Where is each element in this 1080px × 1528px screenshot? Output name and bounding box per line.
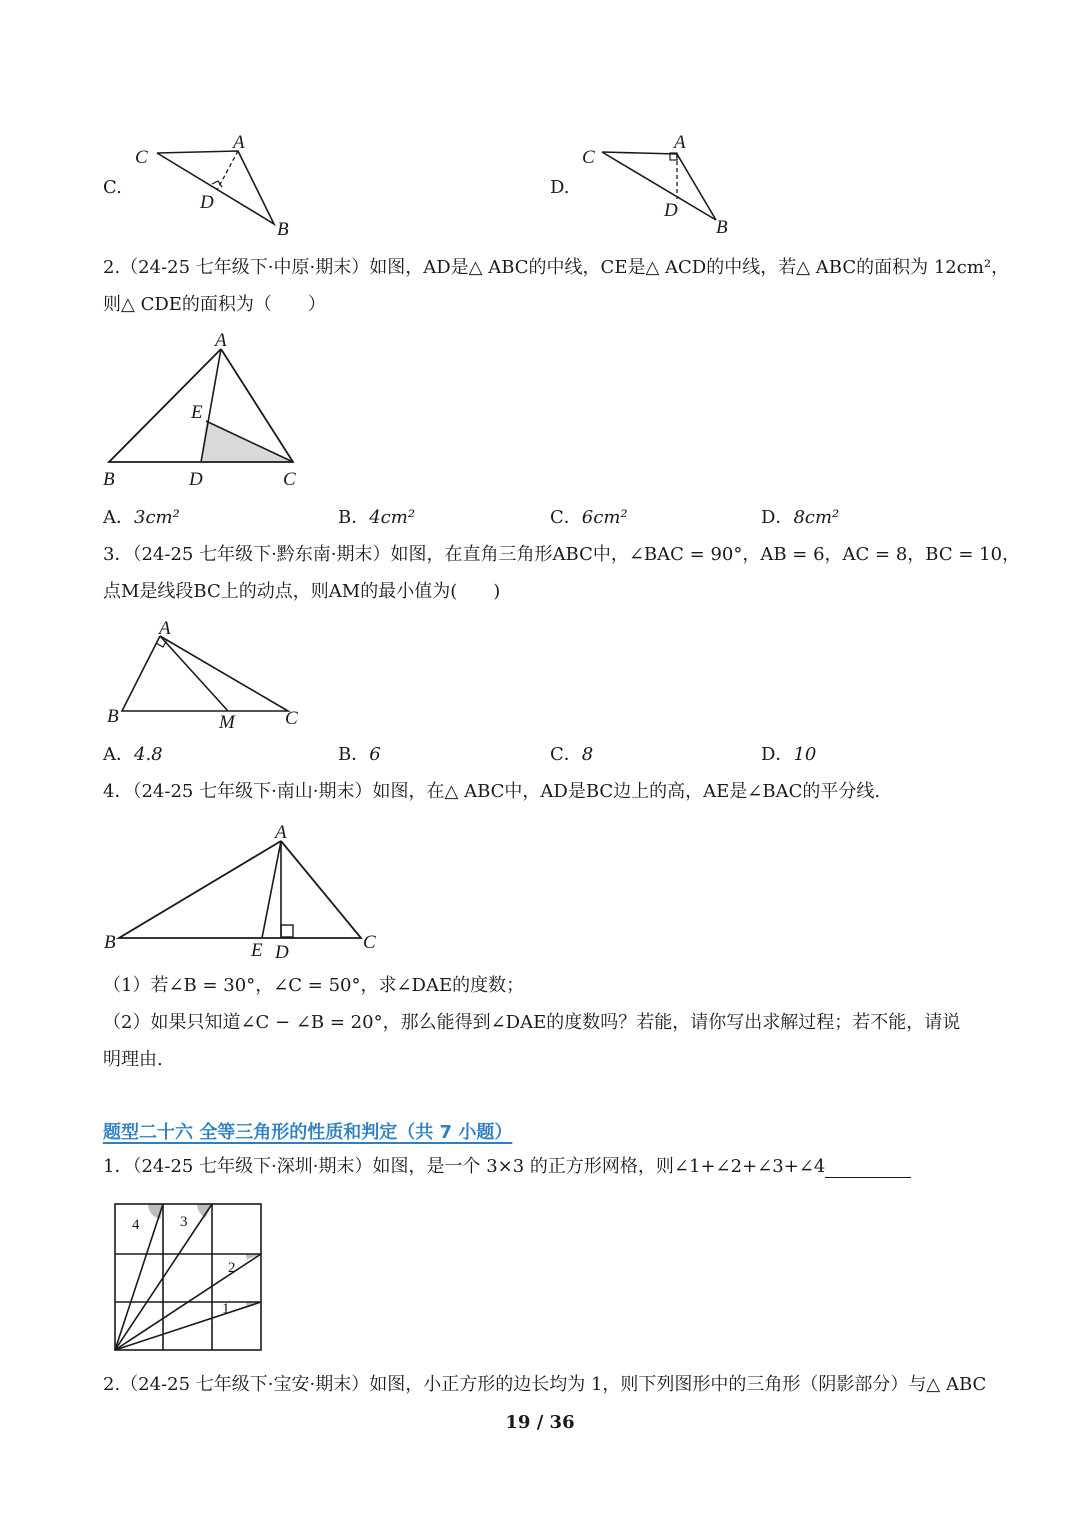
fig-d-label-B: B (716, 217, 728, 238)
q2-label-D: D (189, 469, 203, 490)
q2-label-C: C (283, 469, 296, 490)
q3-option-a-value: 4.8 (134, 744, 163, 765)
s1-angle-label-3: 3 (180, 1214, 188, 1230)
option-d-label: D. (550, 177, 570, 198)
q2-option-b-letter: B． (338, 507, 370, 528)
q3-label-B: B (107, 706, 119, 727)
q3-stem-line2: 点M是线段BC上的动点，则AM的最小值为( ) (103, 581, 501, 602)
q3-option-b-value: 6 (369, 744, 381, 765)
q2-stem-line1: 2.（24-25 七年级下·中原·期末）如图，AD是△ ABC的中线，CE是△ ACD的中线，若△ ABC的面积为 12cm²， (103, 257, 1010, 278)
fig-d-label-D: D (664, 200, 678, 221)
q4-sub1: （1）若∠B = 30°，∠C = 50°，求∠DAE的度数； (103, 975, 525, 996)
q2-option-a-letter: A． (103, 507, 134, 528)
q2-option-d-value: 8cm² (793, 507, 840, 528)
s2-stem-line1: 2.（24-25 七年级下·宝安·期末）如图，小正方形的边长均为 1，则下列图形中的三角形（阴影部分）与△ ABC (103, 1374, 987, 1395)
section-heading: 题型二十六 全等三角形的性质和判定（共 7 小题） (103, 1122, 513, 1143)
fig-d-label-C: C (582, 147, 595, 168)
s1-angle-label-1: 1 (222, 1301, 230, 1317)
s1-stem-text: 1．（24-25 七年级下·深圳·期末）如图，是一个 3×3 的正方形网格，则∠1+∠2+∠3+∠4 (103, 1156, 826, 1177)
q2-label-A: A (215, 330, 227, 351)
q2-stem-line2: 则△ CDE的面积为（ ） (103, 294, 326, 315)
q4-label-B: B (104, 932, 116, 953)
q3-option-c-value: 8 (581, 744, 594, 765)
q4-stem-line1: 4．（24-25 七年级下·南山·期末）如图，在△ ABC中，AD是BC边上的高，AE是∠BAC的平分线. (103, 781, 881, 802)
q4-label-D: D (275, 942, 289, 963)
q3-label-A: A (159, 618, 171, 639)
fig-c-label-A: A (233, 132, 245, 153)
option-c-label: C. (103, 177, 122, 198)
s1-angle-label-4: 4 (132, 1217, 140, 1233)
q4-sub2-line2: 明理由. (103, 1049, 163, 1070)
page-number: 19 / 36 (505, 1412, 575, 1433)
q3-option-c-letter: C． (550, 744, 582, 765)
fig-c-label-B: B (277, 219, 289, 240)
q4-label-A: A (275, 822, 287, 843)
fig-d-label-A: A (674, 132, 686, 153)
q4-sub2-line1: （2）如果只知道∠C − ∠B = 20°，那么能得到∠DAE的度数吗？若能，请你写出求解过程；若不能，请说 (103, 1012, 961, 1033)
q3-option-b-letter: B． (338, 744, 370, 765)
q3-option-a-letter: A． (103, 744, 134, 765)
q4-label-E: E (251, 940, 263, 961)
fig-c-label-D: D (200, 192, 214, 213)
q2-option-b-value: 4cm² (369, 507, 416, 528)
s1-angle-label-2: 2 (228, 1260, 236, 1276)
q4-label-C: C (363, 932, 376, 953)
q3-stem-line1: 3．（24-25 七年级下·黔东南·期末）如图，在直角三角形ABC中，∠BAC = 90°，AB = 6，AC = 8，BC = 10， (103, 544, 1021, 565)
q2-label-B: B (103, 469, 115, 490)
fig-c-label-C: C (135, 147, 148, 168)
q2-label-E: E (191, 402, 203, 423)
q2-option-c-value: 6cm² (581, 507, 628, 528)
q2-option-c-letter: C． (550, 507, 582, 528)
q3-option-d-letter: D． (761, 744, 794, 765)
q3-label-M: M (219, 712, 235, 733)
q2-option-a-value: 3cm² (134, 507, 180, 528)
q3-label-C: C (285, 708, 298, 729)
q3-option-d-value: 10 (793, 744, 817, 765)
q2-option-d-letter: D． (761, 507, 794, 528)
